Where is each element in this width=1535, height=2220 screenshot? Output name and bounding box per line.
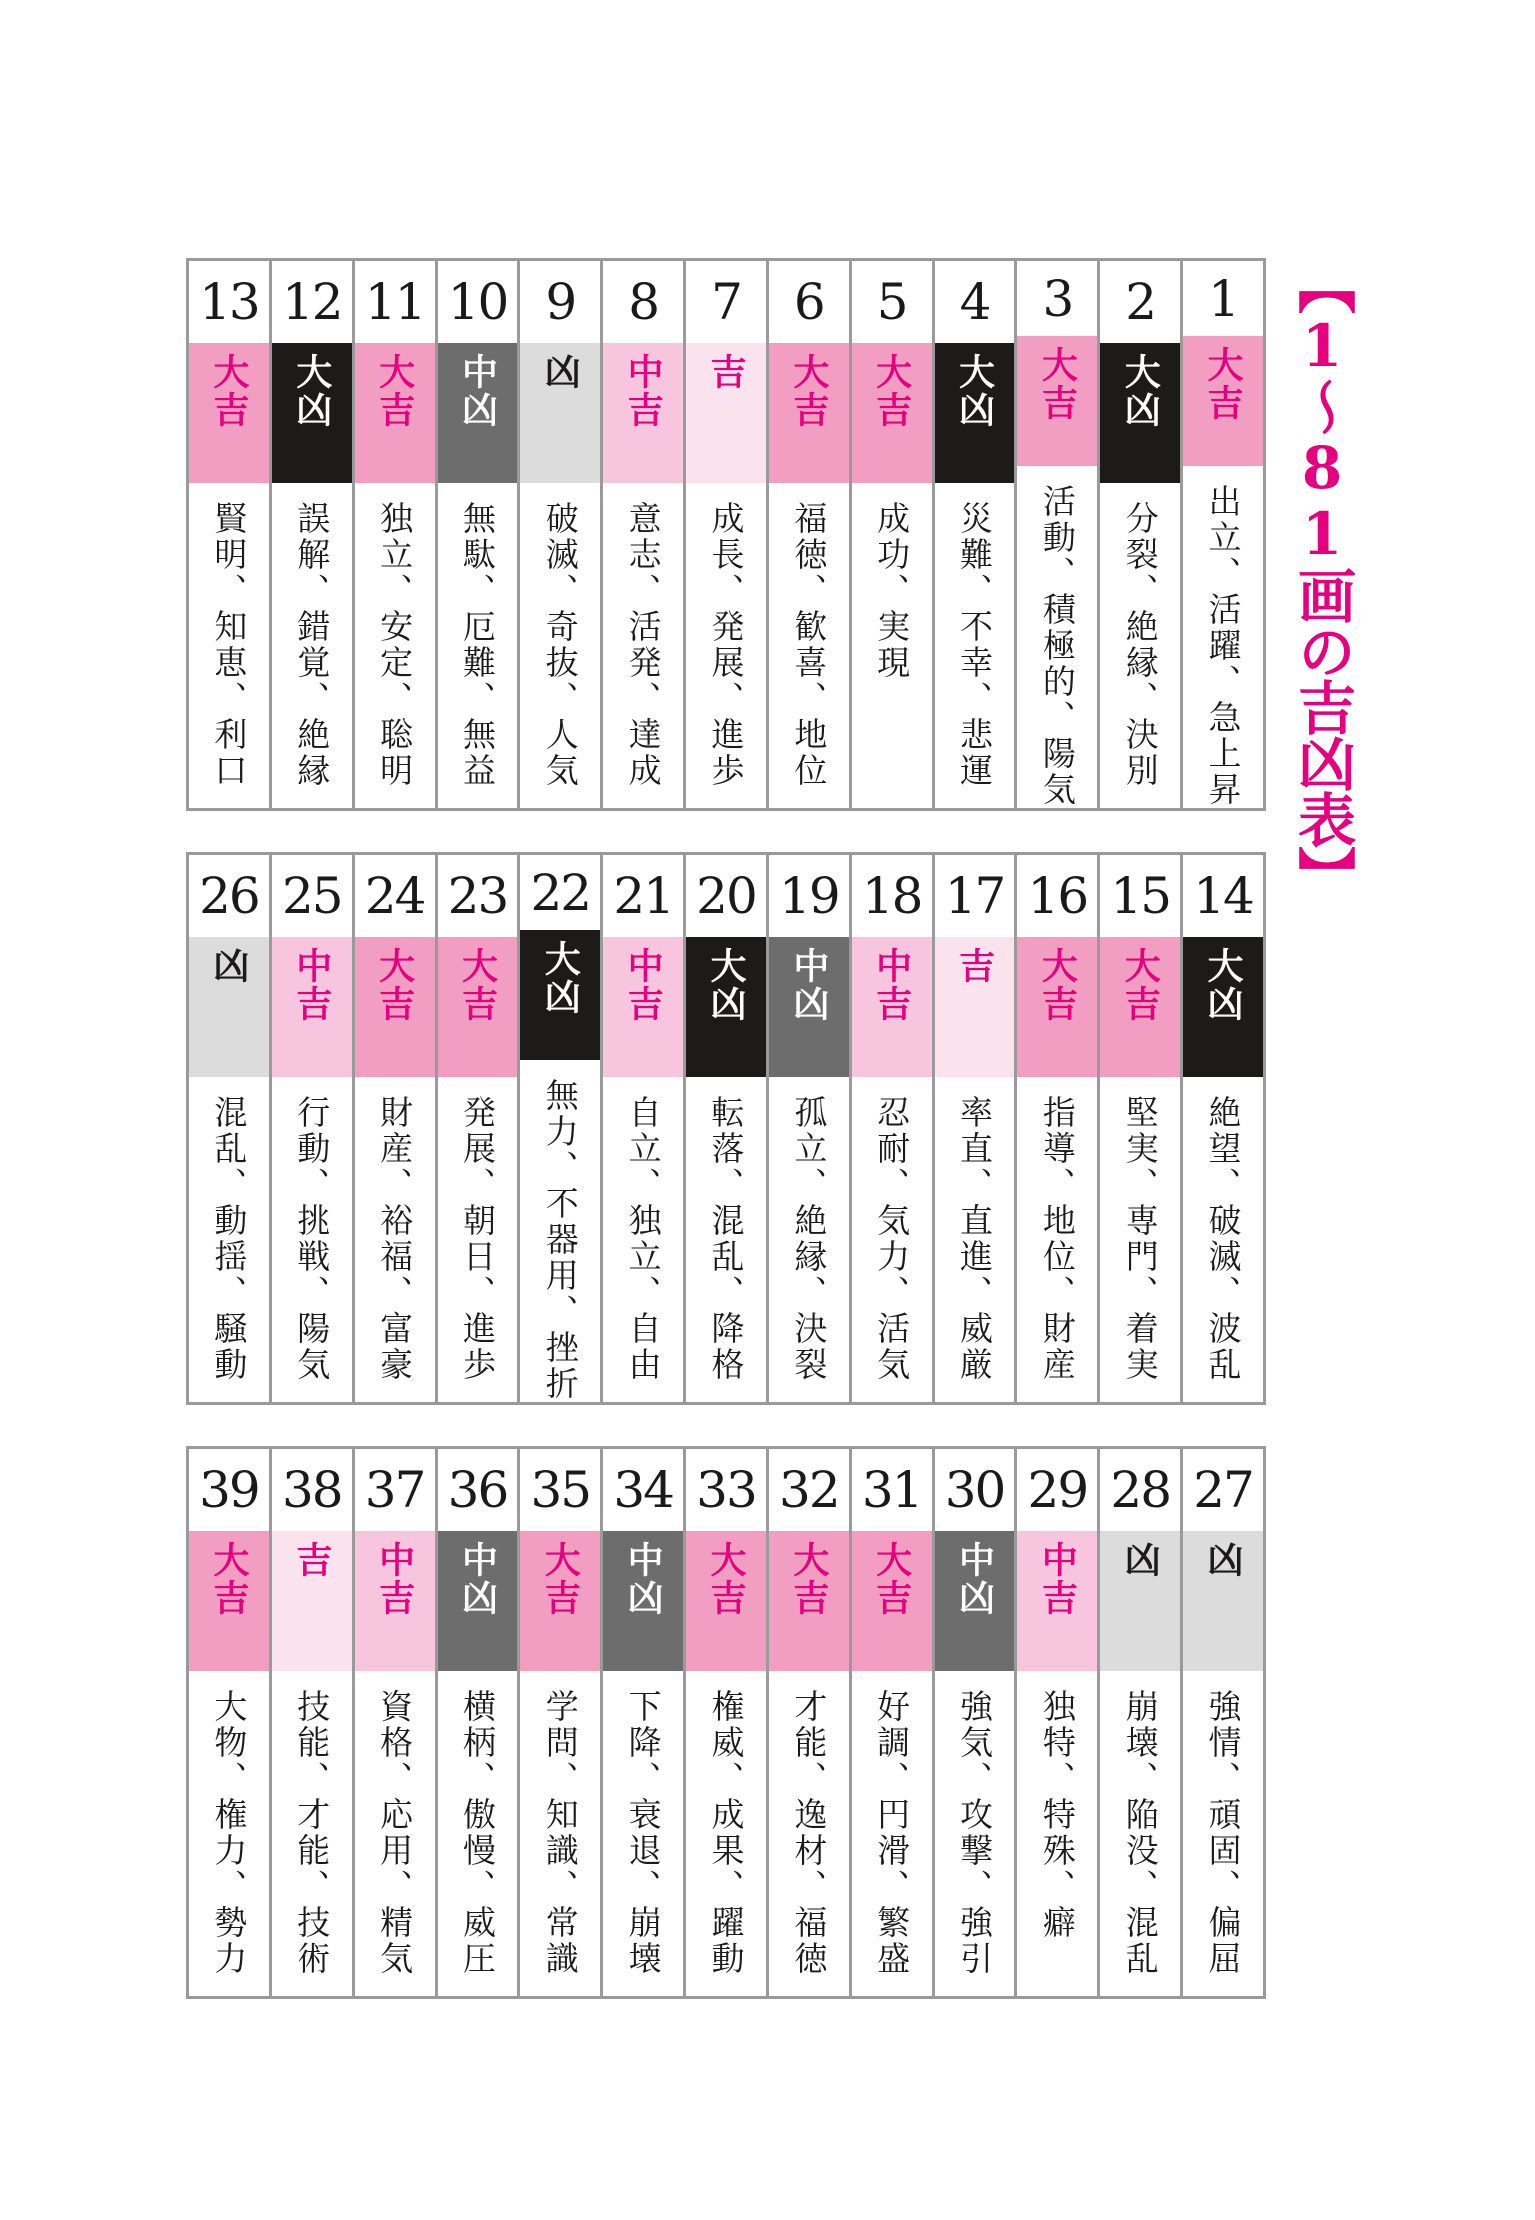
fortune-label: 大吉: [456, 947, 499, 1023]
stroke-number: 11: [364, 273, 425, 331]
fortune-label: 凶: [1119, 1541, 1162, 1579]
description-text: 好調、円滑、繁盛: [872, 1689, 912, 1977]
description-text: 行動、挑戦、陽気: [292, 1095, 332, 1383]
fortune-description: [520, 1060, 600, 1402]
fortune-badge: [935, 343, 1015, 483]
fortune-badge: [272, 343, 352, 483]
stroke-column: [352, 1449, 435, 1996]
fortune-label: 大吉: [539, 1541, 582, 1617]
description-text: 学問、知識、常識: [540, 1689, 580, 1977]
stroke-column: [683, 261, 766, 808]
fortune-badge: [852, 343, 932, 483]
description-text: 堅実、専門、着実: [1120, 1095, 1160, 1383]
fortune-description: [935, 483, 1015, 808]
stroke-column: [352, 261, 435, 808]
fortune-label: 大吉: [1036, 346, 1079, 423]
fortune-description: [355, 1671, 435, 1996]
stroke-number: 33: [696, 1461, 756, 1519]
stroke-column: [352, 855, 435, 1402]
stroke-column: [435, 855, 518, 1402]
description-text: 無駄、厄難、無益: [457, 501, 497, 789]
stroke-number: 35: [530, 1461, 591, 1519]
stroke-column: [849, 261, 932, 808]
description-text: 大物、権力、勢力: [209, 1689, 249, 1977]
fortune-badge: [438, 343, 518, 483]
fortune-description: [355, 1077, 435, 1402]
description-text: 活動、積極的、陽気: [1037, 484, 1077, 808]
fortune-description: [603, 1671, 683, 1996]
fortune-label: 中凶: [622, 1541, 665, 1617]
fortune-description: [1183, 1077, 1263, 1402]
stroke-column: [766, 855, 849, 1402]
stroke-column: [1097, 1449, 1180, 1996]
fortune-label: 凶: [1202, 1541, 1245, 1579]
stroke-column: [1180, 1449, 1263, 1996]
stroke-column: [600, 261, 683, 808]
stroke-number: 12: [281, 273, 342, 331]
stroke-column: [1097, 855, 1180, 1402]
stroke-number: 8: [628, 273, 659, 331]
stroke-number: 29: [1027, 1461, 1088, 1519]
fortune-badge: [272, 937, 352, 1077]
description-text: 成長、発展、進歩: [706, 501, 746, 789]
description-text: 忍耐、気力、活気: [872, 1095, 912, 1383]
stroke-number: 21: [613, 867, 673, 925]
fortune-badge: [852, 937, 932, 1077]
fortune-table-1: [186, 258, 1266, 811]
stroke-number: 10: [447, 273, 508, 331]
stroke-column: [1180, 855, 1263, 1402]
stroke-column: [849, 1449, 932, 1996]
stroke-column: [435, 1449, 518, 1996]
stroke-number: 2: [1125, 273, 1156, 331]
fortune-badge: [520, 343, 600, 483]
description-text: 権威、成果、躍動: [706, 1689, 746, 1977]
description-text: 災難、不幸、悲運: [955, 501, 995, 789]
stroke-column: [932, 1449, 1015, 1996]
stroke-number: 37: [364, 1461, 425, 1519]
stroke-column: [849, 855, 932, 1402]
stroke-column: [435, 261, 518, 808]
fortune-description: [189, 1671, 269, 1996]
fortune-badge: [355, 343, 435, 483]
description-text: 独特、特殊、癖: [1037, 1689, 1077, 1941]
fortune-description: [852, 483, 932, 808]
fortune-badge: [686, 343, 766, 483]
fortune-description: [1017, 1671, 1097, 1996]
fortune-badge: [603, 937, 683, 1077]
description-text: 絶望、破滅、波乱: [1203, 1095, 1243, 1383]
fortune-label: 大吉: [207, 1541, 250, 1617]
fortune-label: 凶: [539, 353, 582, 391]
stroke-column: [1014, 1449, 1097, 1996]
fortune-label: 大吉: [704, 1541, 747, 1617]
fortune-description: [1183, 1671, 1263, 1996]
stroke-column: [269, 261, 352, 808]
fortune-label: 大吉: [870, 1541, 913, 1617]
fortune-description: [520, 483, 600, 808]
fortune-description: [520, 1671, 600, 1996]
description-text: 独立、安定、聡明: [375, 501, 415, 789]
description-text: 誤解、錯覚、絶縁: [292, 501, 332, 789]
fortune-description: [769, 1077, 849, 1402]
fortune-label: 大吉: [870, 353, 913, 429]
stroke-column: [189, 261, 269, 808]
fortune-badge: [852, 1531, 932, 1671]
fortune-badge: [520, 1531, 600, 1671]
fortune-badge: [603, 343, 683, 483]
fortune-description: [189, 1077, 269, 1402]
fortune-badge: [189, 937, 269, 1077]
description-text: 率直、直進、威厳: [955, 1095, 995, 1383]
fortune-label: 吉: [290, 1541, 333, 1579]
stroke-column: [600, 1449, 683, 1996]
description-text: 指導、地位、財産: [1037, 1095, 1077, 1383]
fortune-label: 中凶: [456, 1541, 499, 1617]
description-text: 出立、活躍、急上昇: [1203, 484, 1243, 808]
description-text: 横柄、傲慢、威圧: [457, 1689, 497, 1977]
fortune-label: 中凶: [456, 353, 499, 429]
stroke-number: 7: [711, 273, 741, 331]
fortune-label: 大吉: [787, 1541, 830, 1617]
stroke-number: 16: [1027, 867, 1088, 925]
fortune-badge: [1100, 343, 1180, 483]
fortune-label: 大凶: [539, 940, 582, 1017]
description-text: 破滅、奇抜、人気: [540, 501, 580, 789]
stroke-number: 4: [959, 273, 990, 331]
fortune-badge: [1017, 336, 1097, 466]
fortune-label: 大吉: [207, 353, 250, 429]
fortune-table-3: [186, 1446, 1266, 1999]
fortune-badge: [272, 1531, 352, 1671]
fortune-badge: [1183, 336, 1263, 466]
fortune-badge: [355, 937, 435, 1077]
stroke-column: [932, 855, 1015, 1402]
fortune-description: [1183, 466, 1263, 808]
fortune-badge: [189, 343, 269, 483]
description-text: 下降、衰退、崩壊: [623, 1689, 663, 1977]
fortune-label: 中吉: [622, 353, 665, 429]
fortune-description: [272, 483, 352, 808]
stroke-number: 30: [944, 1461, 1005, 1519]
description-text: 技能、才能、技術: [292, 1689, 332, 1977]
fortune-label: 大吉: [787, 353, 830, 429]
description-text: 資格、応用、精気: [375, 1689, 415, 1977]
description-text: 福徳、歓喜、地位: [789, 501, 829, 789]
stroke-number: 6: [793, 273, 824, 331]
stroke-number: 34: [613, 1461, 673, 1519]
stroke-number: 20: [696, 867, 756, 925]
fortune-description: [438, 1077, 518, 1402]
fortune-description: [935, 1671, 1015, 1996]
fortune-label: 中凶: [953, 1541, 996, 1617]
stroke-number: 19: [779, 867, 839, 925]
fortune-label: 大吉: [1202, 346, 1245, 423]
description-text: 強気、攻撃、強引: [955, 1689, 995, 1977]
stroke-number: 17: [944, 867, 1005, 925]
stroke-column: [1014, 261, 1097, 808]
stroke-column: [932, 261, 1015, 808]
description-text: 崩壊、陥没、混乱: [1120, 1689, 1160, 1977]
fortune-label: 中吉: [870, 947, 913, 1023]
stroke-column: [683, 855, 766, 1402]
stroke-number: 27: [1193, 1461, 1253, 1519]
stroke-number: 25: [281, 867, 342, 925]
description-text: 財産、裕福、富豪: [375, 1095, 415, 1383]
stroke-column: [517, 261, 600, 808]
fortune-description: [1100, 1077, 1180, 1402]
fortune-badge: [1183, 1531, 1263, 1671]
fortune-description: [686, 483, 766, 808]
stroke-number: 38: [281, 1461, 342, 1519]
fortune-badge: [935, 937, 1015, 1077]
stroke-number: 36: [447, 1461, 508, 1519]
stroke-number: 5: [876, 273, 907, 331]
description-text: 転落、混乱、降格: [706, 1095, 746, 1383]
fortune-description: [438, 483, 518, 808]
stroke-column: [189, 1449, 269, 1996]
description-text: 発展、朝日、進歩: [457, 1095, 497, 1383]
fortune-description: [1017, 1077, 1097, 1402]
fortune-label: 大凶: [1119, 353, 1162, 429]
description-text: 無力、不器用、挫折: [540, 1078, 580, 1402]
fortune-description: [1100, 1671, 1180, 1996]
fortune-badge: [1100, 937, 1180, 1077]
fortune-description: [686, 1077, 766, 1402]
stroke-number: 15: [1110, 867, 1171, 925]
fortune-label: 大凶: [953, 353, 996, 429]
fortune-badge: [1183, 937, 1263, 1077]
fortune-label: 中吉: [1036, 1541, 1079, 1617]
stroke-column: [1097, 261, 1180, 808]
fortune-description: [935, 1077, 1015, 1402]
fortune-label: 中吉: [290, 947, 333, 1023]
stroke-number: 23: [447, 867, 508, 925]
fortune-label: 中吉: [373, 1541, 416, 1617]
stroke-number: 3: [1042, 269, 1073, 328]
fortune-badge: [189, 1531, 269, 1671]
stroke-column: [766, 1449, 849, 1996]
fortune-description: [272, 1077, 352, 1402]
description-text: 才能、逸材、福徳: [789, 1689, 829, 1977]
fortune-label: 大吉: [1119, 947, 1162, 1023]
description-text: 混乱、動揺、騒動: [209, 1095, 249, 1383]
description-text: 賢明、知恵、利口: [209, 501, 249, 789]
fortune-label: 吉: [953, 947, 996, 985]
stroke-column: [683, 1449, 766, 1996]
page-title: 【1〜81画の吉凶表】: [1288, 256, 1356, 902]
description-text: 自立、独立、自由: [623, 1095, 663, 1383]
fortune-description: [1017, 466, 1097, 808]
fortune-label: 大吉: [373, 353, 416, 429]
fortune-description: [189, 483, 269, 808]
fortune-label: 中吉: [622, 947, 665, 1023]
fortune-description: [769, 483, 849, 808]
fortune-label: 大吉: [373, 947, 416, 1023]
fortune-badge: [769, 1531, 849, 1671]
description-text: 分裂、絶縁、決別: [1120, 501, 1160, 789]
fortune-badge: [769, 937, 849, 1077]
stroke-column: [1180, 261, 1263, 808]
fortune-badge: [686, 1531, 766, 1671]
fortune-badge: [438, 1531, 518, 1671]
fortune-badge: [603, 1531, 683, 1671]
stroke-number: 9: [545, 273, 576, 331]
stroke-number: 39: [199, 1461, 259, 1519]
fortune-badge: [769, 343, 849, 483]
fortune-label: 凶: [207, 947, 250, 985]
stroke-column: [600, 855, 683, 1402]
fortune-label: 大凶: [704, 947, 747, 1023]
fortune-label: 大凶: [290, 353, 333, 429]
stroke-number: 13: [199, 273, 259, 331]
fortune-badge: [438, 937, 518, 1077]
stroke-column: [766, 261, 849, 808]
fortune-label: 吉: [704, 353, 747, 391]
stroke-number: 18: [861, 867, 922, 925]
fortune-badge: [1100, 1531, 1180, 1671]
fortune-description: [686, 1671, 766, 1996]
stroke-number: 28: [1110, 1461, 1171, 1519]
fortune-description: [603, 483, 683, 808]
fortune-badge: [686, 937, 766, 1077]
fortune-badge: [1017, 1531, 1097, 1671]
fortune-description: [438, 1671, 518, 1996]
fortune-description: [272, 1671, 352, 1996]
stroke-column: [189, 855, 269, 1402]
fortune-label: 大吉: [1036, 947, 1079, 1023]
fortune-badge: [935, 1531, 1015, 1671]
stroke-number: 26: [199, 867, 259, 925]
description-text: 強情、頑固、偏屈: [1203, 1689, 1243, 1977]
description-text: 孤立、絶縁、決裂: [789, 1095, 829, 1383]
fortune-label: 大凶: [1202, 947, 1245, 1023]
fortune-badge: [355, 1531, 435, 1671]
fortune-badge: [1017, 937, 1097, 1077]
stroke-column: [269, 1449, 352, 1996]
stroke-column: [269, 855, 352, 1402]
fortune-description: [769, 1671, 849, 1996]
fortune-badge: [520, 930, 600, 1060]
stroke-number: 24: [364, 867, 425, 925]
stroke-column: [517, 1449, 600, 1996]
description-text: 成功、実現: [872, 501, 912, 681]
stroke-number: 22: [530, 863, 591, 922]
stroke-column: [1014, 855, 1097, 1402]
fortune-description: [603, 1077, 683, 1402]
stroke-number: 32: [779, 1461, 839, 1519]
fortune-table-2: [186, 852, 1266, 1405]
fortune-label: 中凶: [787, 947, 830, 1023]
fortune-description: [355, 483, 435, 808]
stroke-number: 31: [861, 1461, 922, 1519]
stroke-number: 14: [1193, 867, 1253, 925]
fortune-description: [1100, 483, 1180, 808]
fortune-description: [852, 1671, 932, 1996]
stroke-column: [517, 855, 600, 1402]
fortune-description: [852, 1077, 932, 1402]
description-text: 意志、活発、達成: [623, 501, 663, 789]
stroke-number: 1: [1208, 269, 1238, 328]
